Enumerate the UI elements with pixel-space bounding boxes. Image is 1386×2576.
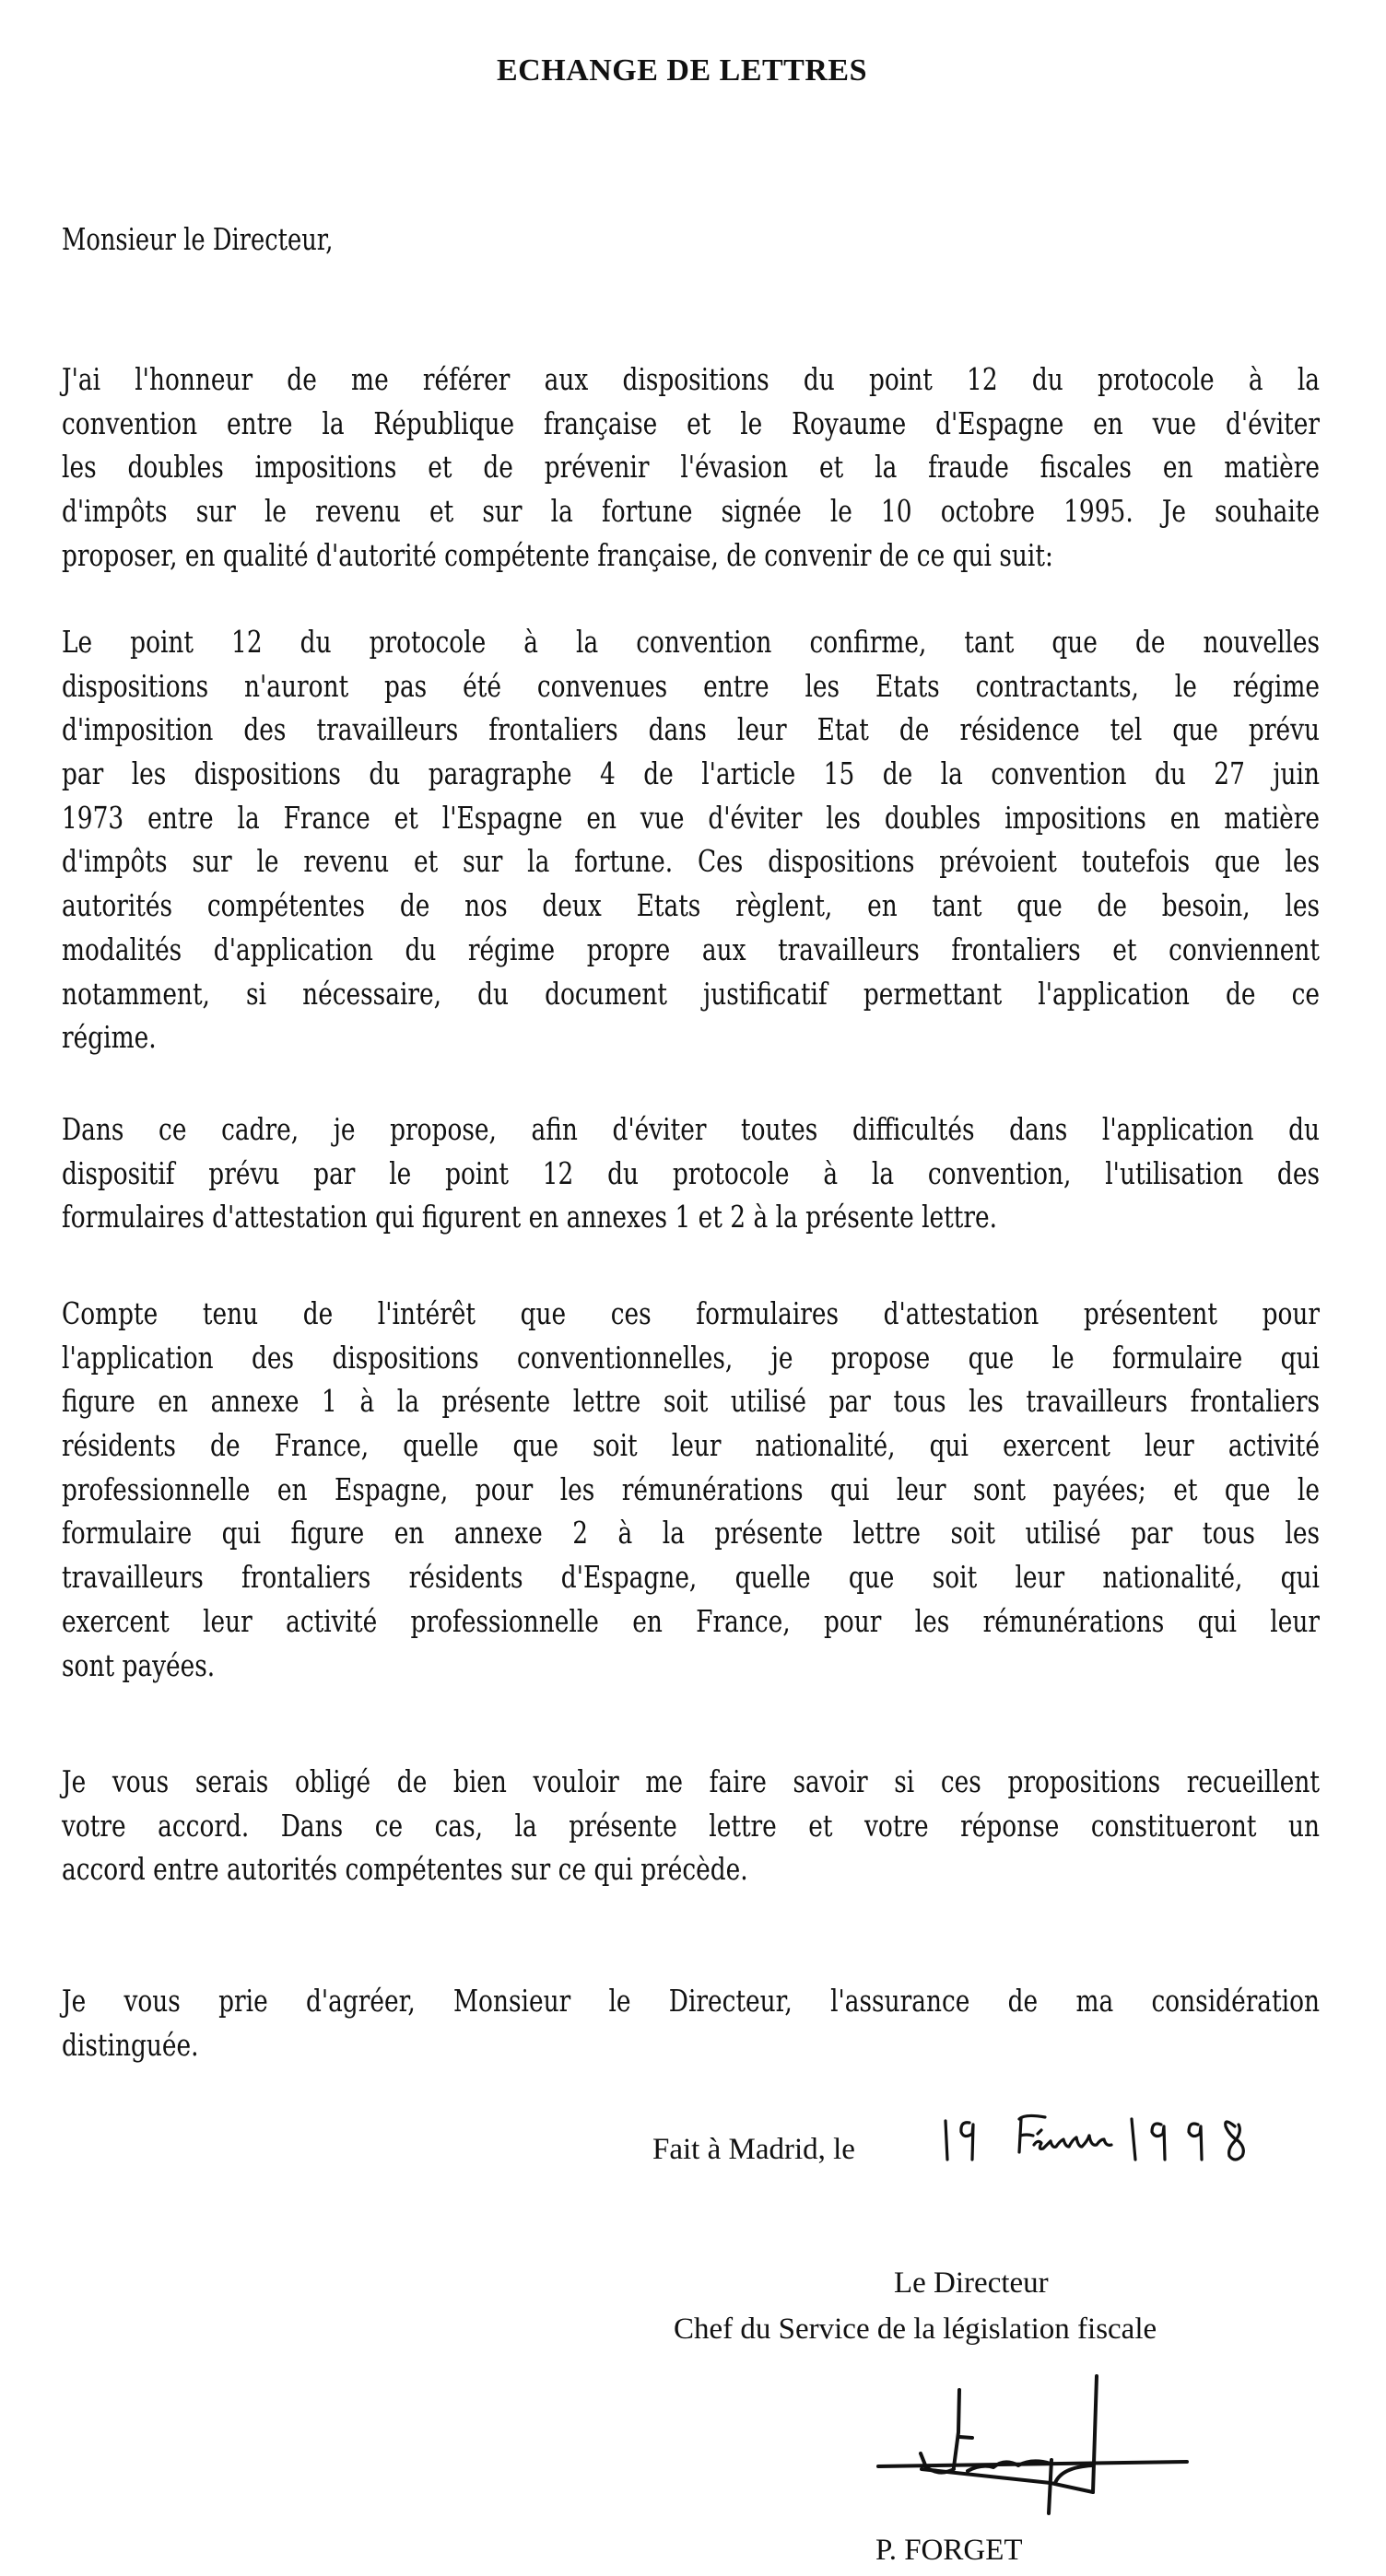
text-line: autorités compétentes de nos deux Etats règlent, en tant que de besoin, les	[62, 887, 1320, 924]
text-line: Je vous prie d'agréer, Monsieur le Directeur, l'assurance de ma considération	[62, 1983, 1320, 2019]
text-line: sont payées.	[62, 1646, 216, 1683]
text-line: travailleurs frontaliers résidents d'Espagne, quelle que soit leur nationalité, qui	[62, 1559, 1320, 1596]
text-line: convention entre la République française et le Royaume d'Espagne en vue d'éviter	[62, 404, 1320, 441]
text-line: votre accord. Dans ce cas, la présente lettre et votre réponse constitueront un	[62, 1807, 1320, 1844]
text-line: dispositif prévu par le point 12 du protocole à la convention, l'utilisation des	[62, 1154, 1320, 1191]
text-line: accord entre autorités compétentes sur ce qui précède.	[62, 1851, 748, 1888]
paragraph-5	[62, 1760, 1320, 1891]
signatory-name: P. FORGET	[875, 2534, 1023, 2567]
paragraph-1	[62, 357, 1320, 577]
signature-icon	[866, 2368, 1207, 2524]
text-line: résidents de France, quelle que soit leur nationalité, qui exercent leur activité	[62, 1427, 1320, 1464]
text-line: Je vous serais obligé de bien vouloir me faire savoir si ces propositions recueillent	[62, 1763, 1320, 1799]
text-line: dispositions n'auront pas été convenues entre les Etats contractants, le régime	[62, 667, 1320, 704]
text-line: modalités d'application du régime propre aux travailleurs frontaliers et conviennent	[62, 931, 1320, 967]
text-line: figure en annexe 1 à la présente lettre soit utilisé par tous les travailleurs frontaliers	[62, 1383, 1320, 1420]
text-line: proposer, en qualité d'autorité compétente française, de convenir de ce qui suit:	[62, 536, 1053, 573]
text-line: notamment, si nécessaire, du document justificatif permettant l'application de ce	[62, 975, 1320, 1012]
text-line: par les dispositions du paragraphe 4 de l'article 15 de la convention du 27 juin	[62, 755, 1320, 792]
text-line: Dans ce cadre, je propose, afin d'éviter toutes difficultés dans l'application du	[62, 1111, 1320, 1147]
text-line: exercent leur activité professionnelle en France, pour les rémunérations qui leur	[62, 1602, 1320, 1639]
paragraph-3	[62, 1107, 1320, 1239]
text-line: Compte tenu de l'intérêt que ces formulaires d'attestation présentent pour	[62, 1295, 1320, 1331]
document-title: ECHANGE DE LETTRES	[497, 53, 867, 88]
signatory-title-2: Chef du Service de la législation fiscale	[674, 2313, 1157, 2346]
paragraph-6	[62, 1979, 1320, 2067]
text-line: les doubles impositions et de prévenir l'évasion et la fraude fiscales en matière	[62, 449, 1320, 486]
text-line: formulaire qui figure en annexe 2 à la présente lettre soit utilisé par tous les	[62, 1515, 1320, 1551]
handwritten-date-icon	[942, 2108, 1292, 2167]
text-line: d'imposition des travailleurs frontaliers dans leur Etat de résidence tel que prévu	[62, 711, 1320, 748]
place-date-label: Fait à Madrid, le	[652, 2133, 855, 2166]
paragraph-2	[62, 620, 1320, 1060]
text-line: professionnelle en Espagne, pour les rémunérations qui leur sont payées; et que le	[62, 1470, 1320, 1507]
salutation: Monsieur le Directeur,	[62, 221, 334, 257]
text-line: Le point 12 du protocole à la convention confirme, tant que de nouvelles	[62, 624, 1320, 660]
signatory-title-1: Le Directeur	[894, 2266, 1049, 2300]
text-line: distinguée.	[62, 2026, 199, 2063]
text-line: régime.	[62, 1019, 157, 1056]
paragraph-4	[62, 1292, 1320, 1687]
text-line: 1973 entre la France et l'Espagne en vue d'éviter les doubles impositions en matière	[62, 799, 1320, 836]
text-line: d'impôts sur le revenu et sur la fortune. Ces dispositions prévoient toutefois que les	[62, 843, 1320, 880]
text-line: l'application des dispositions conventionnelles, je propose que le formulaire qui	[62, 1339, 1320, 1376]
text-line: d'impôts sur le revenu et sur la fortune signée le 10 octobre 1995. Je souhaite	[62, 493, 1320, 530]
text-line: formulaires d'attestation qui figurent en annexes 1 et 2 à la présente lettre.	[62, 1199, 998, 1235]
text-line: J'ai l'honneur de me référer aux dispositions du point 12 du protocole à la	[62, 361, 1320, 397]
